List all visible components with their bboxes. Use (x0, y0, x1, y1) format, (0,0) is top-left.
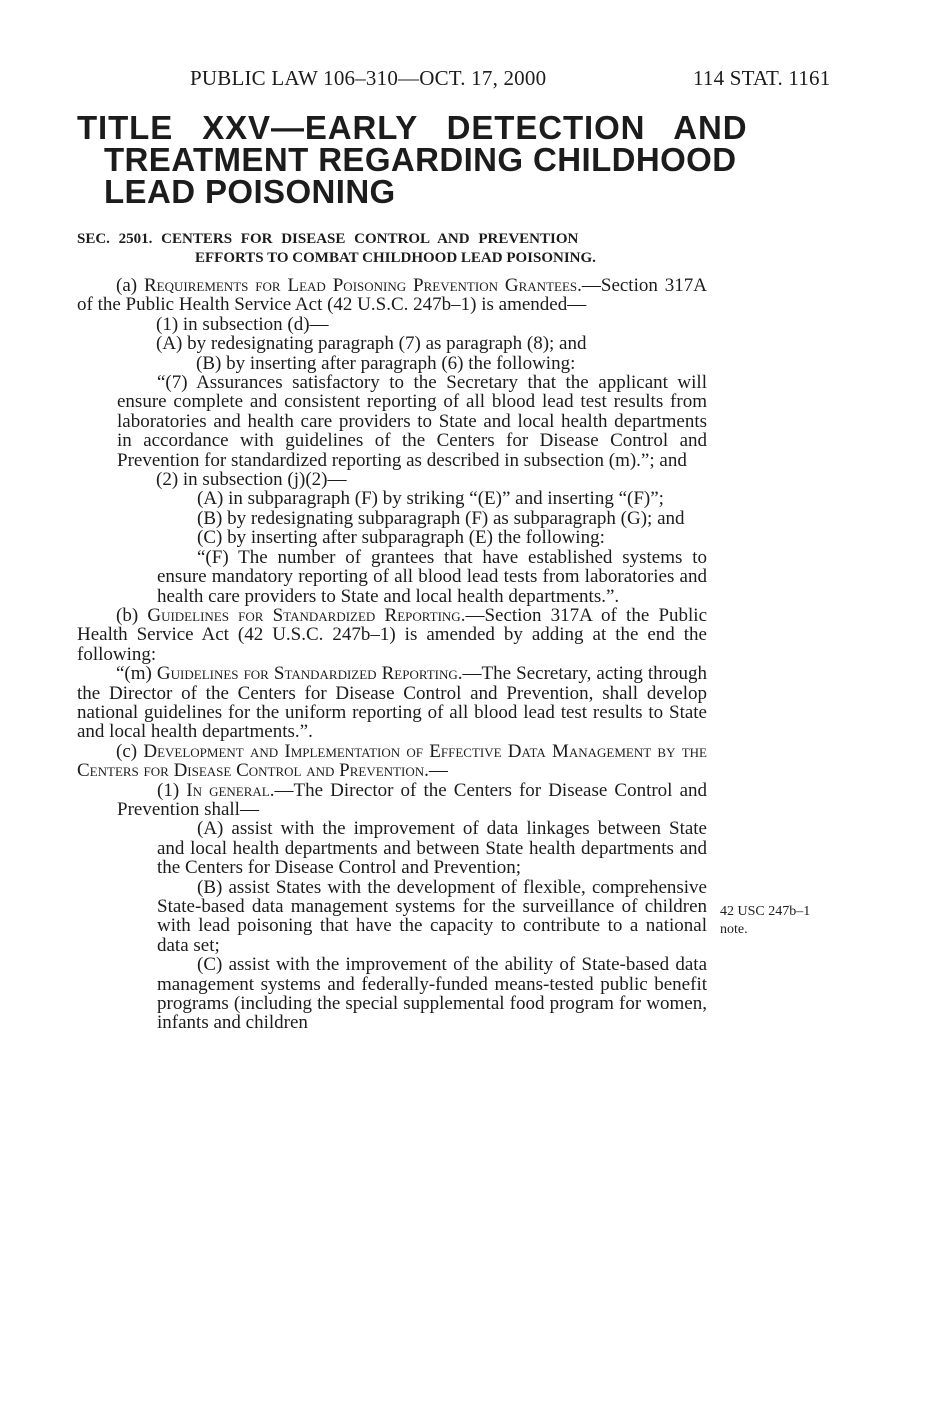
subsection-c: (c) Development and Implementation of Effective Data Management by the Centers for Disease Control and Prevention.— (77, 740, 707, 782)
paragraph-c1-heading: In general. (186, 779, 275, 801)
margin-note-line-1: 42 USC 247b–1 (720, 904, 811, 919)
paragraph-c1B: (B) assist States with the development of flexible, comprehensive State-based data management systems for the surveillance of children with lead poisoning that have the capacity to contribute to a national data set; (157, 876, 707, 956)
paragraph-a2A: (A) in subparagraph (F) by striking “(E)” and inserting “(F)”; (197, 488, 664, 510)
quote-b: “(m) Guidelines for Standardized Reporting.—The Secretary, acting through the Director of the Centers for Disease Control and Prevention, shall develop national guidelines for the uniform reporting of all blood lead test results to State and local health departments.”. (77, 663, 707, 743)
paragraph-a1: (1) in subsection (d)— (156, 313, 329, 335)
paragraph-a1A: (A) by redesignating paragraph (7) as paragraph (8); and (156, 333, 587, 355)
paragraph-a2: (2) in subsection (j)(2)— (156, 469, 347, 491)
running-head-left: PUBLIC LAW 106–310—OCT. 17, 2000 (190, 66, 547, 90)
title-line-3: LEAD POISONING (104, 173, 396, 210)
paragraph-a1B: (B) by inserting after paragraph (6) the following: (196, 352, 576, 374)
paragraph-a2C: (C) by inserting after subparagraph (E) the following: (197, 527, 605, 549)
section-heading (77, 230, 707, 268)
section-body (77, 276, 707, 1033)
subsection-b-heading: Guidelines for Standardized Reporting. (147, 604, 466, 626)
paragraph-c1: (1) In general.—The Director of the Centers for Disease Control and Prevention shall— (117, 779, 707, 820)
quote-b-heading: Guidelines for Standardized Reporting. (156, 663, 463, 685)
margin-note-line-2: note. (720, 922, 748, 937)
paragraph-a2B: (B) by redesignating subparagraph (F) as subparagraph (G); and (197, 507, 685, 529)
quote-a1B: “(7) Assurances satisfactory to the Secretary that the applicant will ensure complete and consistent reporting of all blood lead test results from laboratories and health care providers to State and local health departments in accordance with guidelines of the Centers for Disease Control and Prevention for standardized reporting as described in subsection (m).”; and (117, 372, 707, 471)
subsection-a: (a) Requirements for Lead Poisoning Prevention Grantees.—Section 317A of the Public Health Service Act (42 U.S.C. 247b–1) is amended— (77, 275, 707, 316)
subsection-a-heading: Requirements for Lead Poisoning Prevention Grantees. (144, 275, 582, 296)
paragraph-c1A: (A) assist with the improvement of data linkages between State and local health departments and between State health departments and the Centers for Disease Control and Prevention; (157, 818, 707, 879)
title-heading (77, 109, 748, 210)
subsection-b: (b) Guidelines for Standardized Reporting.—Section 317A of the Public Health Service Act (42 U.S.C. 247b–1) is amended by adding at the end the following: (77, 604, 708, 665)
title-line-1: TITLE XXV—EARLY DETECTION AND (77, 109, 748, 146)
running-head-right: 114 STAT. 1161 (693, 66, 831, 90)
title-line-2: TREATMENT REGARDING CHILDHOOD (104, 141, 737, 178)
paragraph-c1C: (C) assist with the improvement of the ability of State-based data management systems and federally-funded means-tested public benefit programs (including the special supplemental food program for women, infants and children (157, 954, 707, 1034)
section-heading-line-2: EFFORTS TO COMBAT CHILDHOOD LEAD POISONING. (195, 250, 596, 266)
section-heading-line-1: SEC. 2501. CENTERS FOR DISEASE CONTROL AND PREVENTION (77, 231, 579, 247)
quote-a2C: “(F) The number of grantees that have established systems to ensure mandatory reporting of all blood lead tests from laboratories and health care providers to State and local health departments.”. (157, 546, 707, 607)
margin-note (720, 903, 810, 939)
subsection-c-heading: Development and Implementation of Effective Data Management by the Centers for Disease Control and Prevention. (77, 740, 707, 782)
